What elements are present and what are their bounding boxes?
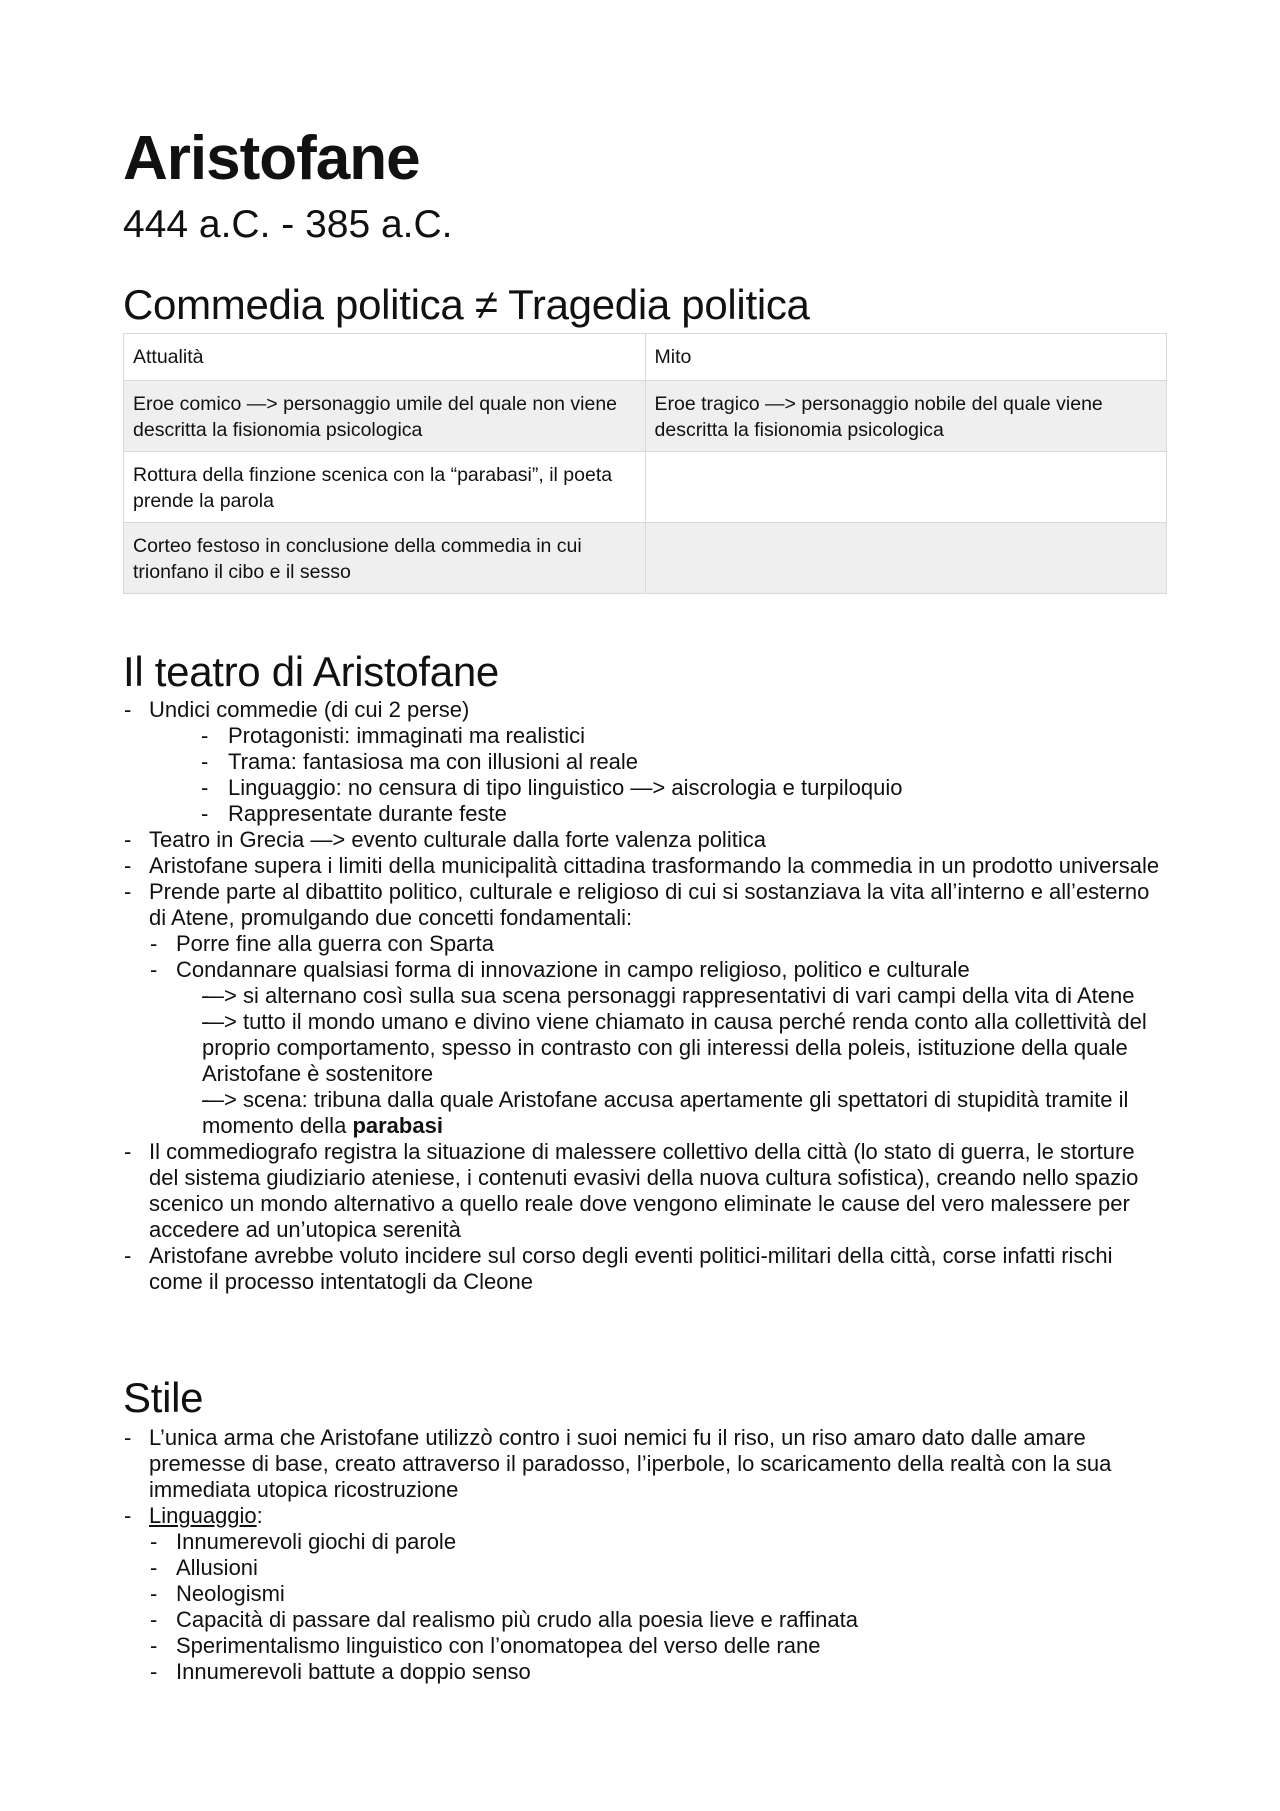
- table-row: [124, 334, 1167, 381]
- list-item: - Innumerevoli battute a doppio senso: [123, 1659, 1168, 1685]
- list-item: - Teatro in Grecia —> evento culturale dalla forte valenza politica: [123, 827, 1168, 853]
- underlined-term: Linguaggio: [149, 1503, 257, 1528]
- table-cell: [645, 452, 1167, 523]
- list-item: - Condannare qualsiasi forma di innovazione in campo religioso, politico e culturale: [123, 957, 1168, 983]
- list-item: - Neologismi: [123, 1581, 1168, 1607]
- list-item: - Capacità di passare dal realismo più crudo alla poesia lieve e raffinata: [123, 1607, 1168, 1633]
- table-cell: Mito: [645, 334, 1167, 381]
- table-cell: Eroe comico —> personaggio umile del quale non viene descritta la fisionomia psicologica: [124, 381, 646, 452]
- teatro-list: [123, 697, 1168, 1295]
- list-item: [123, 1503, 1168, 1529]
- list-item-text: —> scena: tribuna dalla quale Aristofane accusa apertamente gli spettatori di stupidità tramite il momento della: [202, 1087, 1129, 1138]
- table-row: [124, 381, 1167, 452]
- list-item-continuation: - —> si alternano così sulla sua scena personaggi rappresentativi di vari campi della vita di Atene: [123, 983, 1168, 1009]
- bold-term: parabasi: [352, 1113, 443, 1138]
- list-item: - Undici commedie (di cui 2 perse): [123, 697, 1168, 723]
- list-item: - Aristofane avrebbe voluto incidere sul corso degli eventi politici-militari della città, corse infatti rischi come il processo intentatogli da Cleone: [123, 1243, 1168, 1295]
- teatro-heading: Il teatro di Aristofane: [123, 648, 499, 695]
- list-item: - Trama: fantasiosa ma con illusioni al reale: [123, 749, 1168, 775]
- list-item: - Porre fine alla guerra con Sparta: [123, 931, 1168, 957]
- table-cell: Attualità: [124, 334, 646, 381]
- table-cell: [645, 523, 1167, 594]
- table-cell: Corteo festoso in conclusione della commedia in cui trionfano il cibo e il sesso: [124, 523, 646, 594]
- comparison-heading: Commedia politica ≠ Tragedia politica: [123, 281, 810, 328]
- list-item: - Linguaggio: no censura di tipo linguistico —> aiscrologia e turpiloquio: [123, 775, 1168, 801]
- stile-heading: Stile: [123, 1374, 204, 1421]
- table-cell: Eroe tragico —> personaggio nobile del quale viene descritta la fisionomia psicologica: [645, 381, 1167, 452]
- table-row: [124, 523, 1167, 594]
- list-item-continuation: - —> tutto il mondo umano e divino viene chiamato in causa perché renda conto alla collettività del proprio comportamento, spesso in contrasto con gli interessi della poleis, istituzione della quale Aristofane è sostenitore: [123, 1009, 1168, 1087]
- list-item: - Protagonisti: immaginati ma realistici: [123, 723, 1168, 749]
- list-item: - Innumerevoli giochi di parole: [123, 1529, 1168, 1555]
- list-item-continuation: [123, 1087, 1168, 1139]
- list-item: - Aristofane supera i limiti della municipalità cittadina trasformando la commedia in un prodotto universale: [123, 853, 1168, 879]
- page-title: Aristofane: [123, 124, 420, 193]
- comparison-table: [123, 333, 1167, 594]
- page-dates: 444 a.C. - 385 a.C.: [123, 203, 453, 246]
- list-item: - L’unica arma che Aristofane utilizzò contro i suoi nemici fu il riso, un riso amaro dato dalle amare premesse di base, creato attraverso il paradosso, l’iperbole, lo scaricamento della realtà con la sua immediata utopica ricostruzione: [123, 1425, 1168, 1503]
- list-item: - Rappresentate durante feste: [123, 801, 1168, 827]
- list-item: - Allusioni: [123, 1555, 1168, 1581]
- list-item: - Prende parte al dibattito politico, culturale e religioso di cui si sostanziava la vita all’interno e all’esterno di Atene, promulgando due concetti fondamentali:: [123, 879, 1168, 931]
- list-item: - Sperimentalismo linguistico con l’onomatopea del verso delle rane: [123, 1633, 1168, 1659]
- list-item-text: :: [256, 1503, 263, 1528]
- table-cell: Rottura della finzione scenica con la “parabasi”, il poeta prende la parola: [124, 452, 646, 523]
- table-row: [124, 452, 1167, 523]
- stile-list: [123, 1425, 1168, 1685]
- list-item: - Il commediografo registra la situazione di malessere collettivo della città (lo stato di guerra, le storture del sistema giudiziario ateniese, i contenuti evasivi della nuova cultura sofistica), creando nello spazio scenico un mondo alternativo a quello reale dove vengono eliminate le cause del vero malessere per accedere ad un’utopica serenità: [123, 1139, 1168, 1243]
